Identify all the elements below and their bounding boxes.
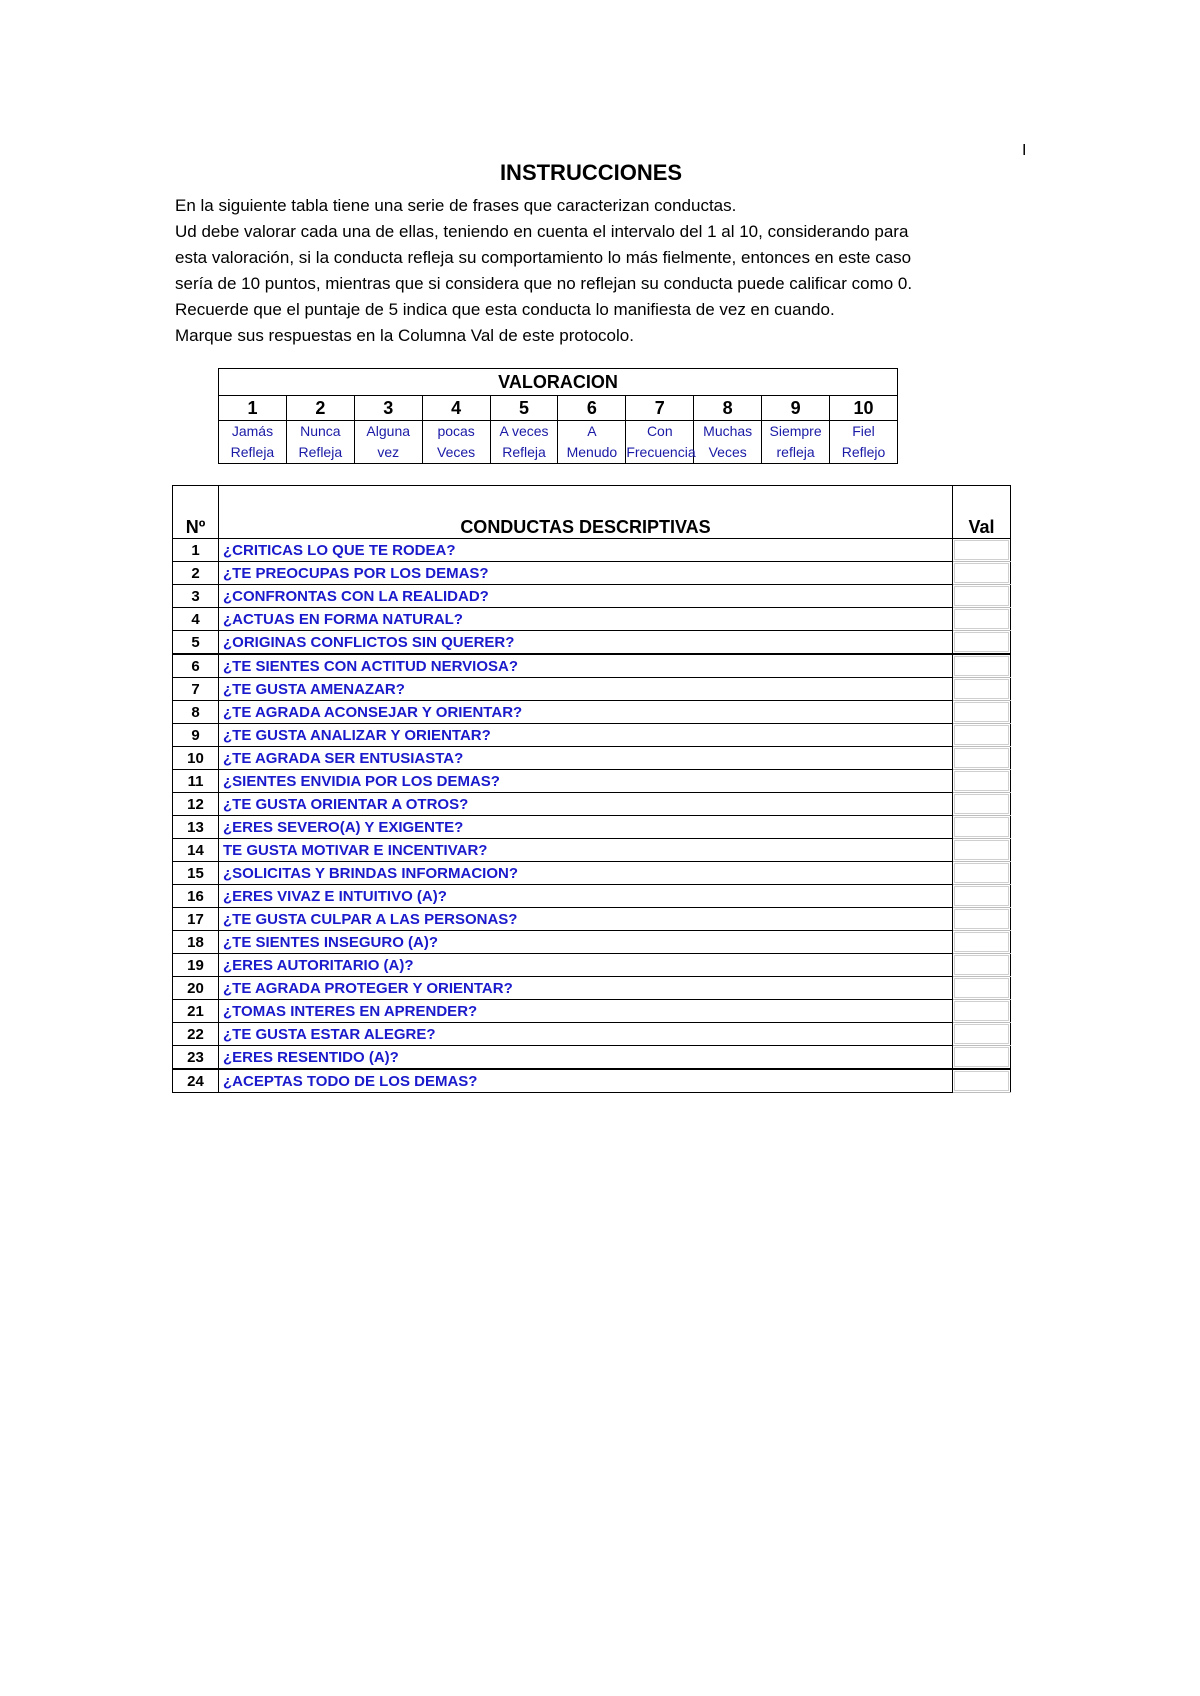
behavior-question: ¿TE GUSTA CULPAR A LAS PERSONAS? <box>219 908 953 931</box>
table-row <box>173 678 1011 701</box>
val-cell[interactable] <box>953 1046 1011 1070</box>
val-cell[interactable] <box>953 539 1011 562</box>
table-row <box>173 862 1011 885</box>
table-row <box>173 562 1011 585</box>
scale-label <box>354 421 422 464</box>
behavior-question: ¿CRITICAS LO QUE TE RODEA? <box>219 539 953 562</box>
val-cell[interactable] <box>953 631 1011 655</box>
row-number: 21 <box>173 1000 219 1023</box>
table-row <box>173 608 1011 631</box>
row-number: 19 <box>173 954 219 977</box>
val-cell[interactable] <box>953 885 1011 908</box>
val-cell[interactable] <box>953 816 1011 839</box>
behavior-question: ¿TE GUSTA ESTAR ALEGRE? <box>219 1023 953 1046</box>
row-number: 15 <box>173 862 219 885</box>
scale-number: 6 <box>558 396 626 421</box>
table-row <box>173 931 1011 954</box>
val-input-box[interactable] <box>954 909 1009 929</box>
table-row <box>173 908 1011 931</box>
val-cell[interactable] <box>953 862 1011 885</box>
val-input-box[interactable] <box>954 632 1009 652</box>
scale-label-line1: pocas <box>437 423 475 439</box>
scale-label-line2: Frecuencia <box>626 444 696 460</box>
instruction-line: En la siguiente tabla tiene una serie de frases que caracterizan conductas. <box>175 196 737 215</box>
behavior-question: ¿TE AGRADA ACONSEJAR Y ORIENTAR? <box>219 701 953 724</box>
scale-label <box>626 421 694 464</box>
instructions-title: INSTRUCCIONES <box>499 160 683 185</box>
val-cell[interactable] <box>953 724 1011 747</box>
behavior-question: ¿CONFRONTAS CON LA REALIDAD? <box>219 585 953 608</box>
row-number: 22 <box>173 1023 219 1046</box>
instruction-line: sería de 10 puntos, mientras que si considera que no reflejan su conducta puede calificar como 0. <box>175 274 913 293</box>
table-row <box>173 539 1011 562</box>
val-input-box[interactable] <box>954 586 1009 606</box>
scale-label <box>422 421 490 464</box>
val-input-box[interactable] <box>954 955 1009 975</box>
table-row <box>173 654 1011 678</box>
scale-label-line2: Reflejo <box>841 444 886 460</box>
scale-label-line1: Alguna <box>366 423 411 439</box>
scale-label <box>219 421 287 464</box>
behavior-question: ¿SIENTES ENVIDIA POR LOS DEMAS? <box>219 770 953 793</box>
table-row <box>173 1046 1011 1070</box>
val-input-box[interactable] <box>954 609 1009 629</box>
behavior-question: ¿ERES SEVERO(A) Y EXIGENTE? <box>219 816 953 839</box>
val-input-box[interactable] <box>954 563 1009 583</box>
table-row <box>173 816 1011 839</box>
val-input-box[interactable] <box>954 817 1009 837</box>
behavior-question: ¿TOMAS INTERES EN APRENDER? <box>219 1000 953 1023</box>
table-row <box>173 977 1011 1000</box>
scale-number: 1 <box>219 396 287 421</box>
row-number: 11 <box>173 770 219 793</box>
val-cell[interactable] <box>953 585 1011 608</box>
val-input-box[interactable] <box>954 702 1009 722</box>
row-number: 5 <box>173 631 219 655</box>
val-input-box[interactable] <box>954 679 1009 699</box>
val-cell[interactable] <box>953 908 1011 931</box>
scale-label-line2: Menudo <box>566 444 618 460</box>
val-input-box[interactable] <box>954 771 1009 791</box>
val-cell[interactable] <box>953 1069 1011 1093</box>
conductas-table <box>172 485 1011 1093</box>
instruction-line: Ud debe valorar cada una de ellas, teniendo en cuenta el intervalo del 1 al 10, considerando para <box>175 222 909 241</box>
val-cell[interactable] <box>953 931 1011 954</box>
val-input-box[interactable] <box>954 863 1009 883</box>
row-number: 12 <box>173 793 219 816</box>
val-input-box[interactable] <box>954 1071 1009 1091</box>
scale-label <box>286 421 354 464</box>
behavior-question: ¿TE AGRADA PROTEGER Y ORIENTAR? <box>219 977 953 1000</box>
behavior-question: TE GUSTA MOTIVAR E INCENTIVAR? <box>219 839 953 862</box>
table-row <box>173 793 1011 816</box>
val-input-box[interactable] <box>954 1047 1009 1067</box>
col-header-conductas: CONDUCTAS DESCRIPTIVAS <box>219 486 953 539</box>
scale-label <box>830 421 898 464</box>
scale-label <box>558 421 626 464</box>
col-header-val: Val <box>953 486 1011 539</box>
scale-label-line2: Refleja <box>298 444 343 460</box>
scale-label-line2: Veces <box>437 444 476 460</box>
valoracion-title: VALORACION <box>219 369 898 396</box>
val-cell[interactable] <box>953 562 1011 585</box>
instruction-line: Recuerde que el puntaje de 5 indica que esta conducta lo manifiesta de vez en cuando. <box>175 300 835 319</box>
table-row <box>173 885 1011 908</box>
scale-label-line1: Con <box>646 423 673 439</box>
scale-label-line1: Jamás <box>231 423 274 439</box>
row-number: 17 <box>173 908 219 931</box>
val-input-box[interactable] <box>954 656 1009 676</box>
val-cell[interactable] <box>953 747 1011 770</box>
row-number: 18 <box>173 931 219 954</box>
scale-label <box>694 421 762 464</box>
table-row <box>173 631 1011 655</box>
row-number: 3 <box>173 585 219 608</box>
table-row <box>173 954 1011 977</box>
row-number: 8 <box>173 701 219 724</box>
row-number: 9 <box>173 724 219 747</box>
row-number: 23 <box>173 1046 219 1070</box>
scale-label-line1: A veces <box>499 423 549 439</box>
table-row <box>173 747 1011 770</box>
val-input-box[interactable] <box>954 748 1009 768</box>
row-number: 2 <box>173 562 219 585</box>
behavior-question: ¿ERES VIVAZ E INTUITIVO (A)? <box>219 885 953 908</box>
row-number: 1 <box>173 539 219 562</box>
val-input-box[interactable] <box>954 886 1009 906</box>
row-number: 16 <box>173 885 219 908</box>
behavior-question: ¿ACEPTAS TODO DE LOS DEMAS? <box>219 1069 953 1093</box>
row-number: 24 <box>173 1069 219 1093</box>
val-cell[interactable] <box>953 977 1011 1000</box>
behavior-question: ¿TE GUSTA AMENAZAR? <box>219 678 953 701</box>
behavior-question: ¿TE SIENTES CON ACTITUD NERVIOSA? <box>219 654 953 678</box>
valoracion-table <box>218 368 898 464</box>
behavior-question: ¿TE AGRADA SER ENTUSIASTA? <box>219 747 953 770</box>
table-row <box>173 1069 1011 1093</box>
scale-label-line1: Siempre <box>769 423 822 439</box>
val-input-box[interactable] <box>954 794 1009 814</box>
scale-number: 10 <box>830 396 898 421</box>
scale-label-line1: Muchas <box>703 423 753 439</box>
col-header-num: Nº <box>173 486 219 539</box>
table-row <box>173 701 1011 724</box>
val-input-box[interactable] <box>954 540 1009 560</box>
val-cell[interactable] <box>953 1000 1011 1023</box>
scale-label-line1: Fiel <box>852 423 875 439</box>
val-input-box[interactable] <box>954 1024 1009 1044</box>
scale-label-line1: A <box>587 423 597 439</box>
behavior-question: ¿ACTUAS EN FORMA NATURAL? <box>219 608 953 631</box>
table-row <box>173 770 1011 793</box>
scale-label-line2: vez <box>377 444 400 460</box>
val-cell[interactable] <box>953 839 1011 862</box>
instruction-line: Marque sus respuestas en la Columna Val de este protocolo. <box>175 326 634 345</box>
row-number: 6 <box>173 654 219 678</box>
table-row <box>173 839 1011 862</box>
behavior-question: ¿TE GUSTA ORIENTAR A OTROS? <box>219 793 953 816</box>
val-cell[interactable] <box>953 770 1011 793</box>
scale-label-line2: Refleja <box>502 444 546 460</box>
val-cell[interactable] <box>953 954 1011 977</box>
behavior-question: ¿TE PREOCUPAS POR LOS DEMAS? <box>219 562 953 585</box>
scale-label-line2: Refleja <box>230 444 275 460</box>
val-cell[interactable] <box>953 1023 1011 1046</box>
scale-number: 8 <box>694 396 762 421</box>
table-row <box>173 1023 1011 1046</box>
behavior-question: ¿SOLICITAS Y BRINDAS INFORMACION? <box>219 862 953 885</box>
scale-label-line1: Nunca <box>300 423 341 439</box>
page-mark: I <box>1022 142 1027 159</box>
row-number: 20 <box>173 977 219 1000</box>
val-input-box[interactable] <box>954 1001 1009 1021</box>
table-row <box>173 724 1011 747</box>
scale-number: 4 <box>422 396 490 421</box>
instruction-line: esta valoración, si la conducta refleja su comportamiento lo más fielmente, entonces en este caso <box>175 248 912 267</box>
val-cell[interactable] <box>953 793 1011 816</box>
behavior-question: ¿ERES AUTORITARIO (A)? <box>219 954 953 977</box>
scale-number: 9 <box>762 396 830 421</box>
val-input-box[interactable] <box>954 840 1009 860</box>
scale-number: 3 <box>354 396 422 421</box>
instructions-text <box>175 193 1025 349</box>
val-cell[interactable] <box>953 678 1011 701</box>
behavior-question: ¿TE GUSTA ANALIZAR Y ORIENTAR? <box>219 724 953 747</box>
row-number: 10 <box>173 747 219 770</box>
val-cell[interactable] <box>953 608 1011 631</box>
table-row <box>173 1000 1011 1023</box>
scale-number: 7 <box>626 396 694 421</box>
behavior-question: ¿ERES RESENTIDO (A)? <box>219 1046 953 1070</box>
scale-label-line2: Veces <box>708 444 747 460</box>
row-number: 4 <box>173 608 219 631</box>
val-cell[interactable] <box>953 701 1011 724</box>
val-cell[interactable] <box>953 654 1011 678</box>
behavior-question: ¿ORIGINAS CONFLICTOS SIN QUERER? <box>219 631 953 655</box>
row-number: 14 <box>173 839 219 862</box>
scale-label-line2: refleja <box>776 444 815 460</box>
row-number: 7 <box>173 678 219 701</box>
behavior-question: ¿TE SIENTES INSEGURO (A)? <box>219 931 953 954</box>
val-input-box[interactable] <box>954 932 1009 952</box>
val-input-box[interactable] <box>954 978 1009 998</box>
table-row <box>173 585 1011 608</box>
val-input-box[interactable] <box>954 725 1009 745</box>
scale-label <box>762 421 830 464</box>
row-number: 13 <box>173 816 219 839</box>
scale-label <box>490 421 558 464</box>
scale-number: 5 <box>490 396 558 421</box>
scale-number: 2 <box>286 396 354 421</box>
